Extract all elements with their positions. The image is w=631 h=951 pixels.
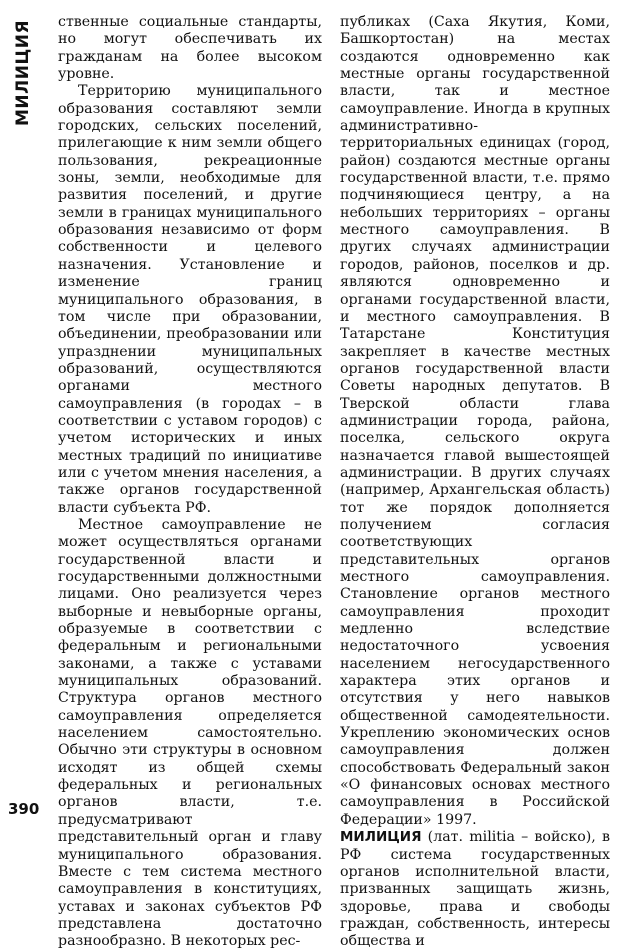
entry-definition: (лат. militia – войско), в РФ система государственных органов исполнительной власти, призванных защищать жизнь, здоровье, права и свободы граждан, собственность, интересы общества и: [340, 829, 610, 950]
running-head-text: МИЛИЦИЯ: [13, 19, 33, 127]
paragraph-territory: Территорию муниципального образования составляют земли городских, сельских поселений, прилегающие к ним земли общего пользования, рекреационные зоны, земли, необходимые для развития поселений, и другие земли в границах муниципального образования независимо от форм собственности и целевого назначения. Установление и изменение границ муниципального образования, в том числе при образовании, объединении, преобразовании или упразднении муниципальных образований, осуществляются органами местного самоуправления (в городах – в соответствии с уставом городов) с учетом исторических и иных местных традиций по инициативе или с учетом мнения населения, а также органов государственной власти субъекта РФ.: [58, 83, 322, 516]
right-column: [340, 14, 610, 951]
page-number: 390: [8, 800, 40, 818]
dictionary-entry: [340, 829, 610, 950]
entry-headword: МИЛИЦИЯ: [340, 829, 422, 846]
left-column: [58, 14, 322, 951]
paragraph-republics: публиках (Саха Якутия, Коми, Башкортостан) на местах создаются одновременно как местные органы государственной власти, так и местное самоуправление. Иногда в крупных административно-территориальных единицах (город, район) создаются местные органы государственной власти, т.е. прямо подчиняющиеся центру, а на небольших территориях – органы местного самоуправления. В других случаях администрации городов, районов, поселков и др. являются одновременно и органами государственной власти, и местного самоуправления. В Татарстане Конституция закрепляет в качестве местных органов государственной власти Советы народных депутатов. В Тверской области глава администрации города, района, поселка, сельского округа назначается главой вышестоящей администрации. В других случаях (например, Архангельская область) тот же порядок дополняется получением согласия соответствующих представительных органов местного самоуправления. Становление органов местного самоуправления проходит медленно вследствие недостаточного усвоения населением негосударственного характера этих органов и отсутствия у него навыков общественной самодеятельности. Укреплению экономических основ самоуправления должен способствовать Федеральный закон «О финансовых основах местного самоуправления в Российской Федерации» 1997.: [340, 14, 610, 828]
paragraph-continuation: ственные социальные стандарты, но могут обеспечивать их гражданам на более высоком уровне.: [58, 14, 322, 83]
paragraph-self-government: Местное самоуправление не может осуществляться органами государственной власти и государственными должностными лицами. Оно реализуется через выборные и невыборные органы, образуемые в соответствии с федеральным и региональными законами, а также с уставами муниципальных образований. Структура органов местного самоуправления определяется населением самостоятельно. Обычно эти структуры в основном исходят из общей схемы федеральных и региональных органов власти, т.е. предусматривают представительный орган и главу муниципального образования. Вместе с тем система местного самоуправления в конституциях, уставах и законах субъектов РФ представлена достаточно разнообразно. В некоторых рес-: [58, 516, 322, 950]
running-head: [8, 18, 38, 128]
